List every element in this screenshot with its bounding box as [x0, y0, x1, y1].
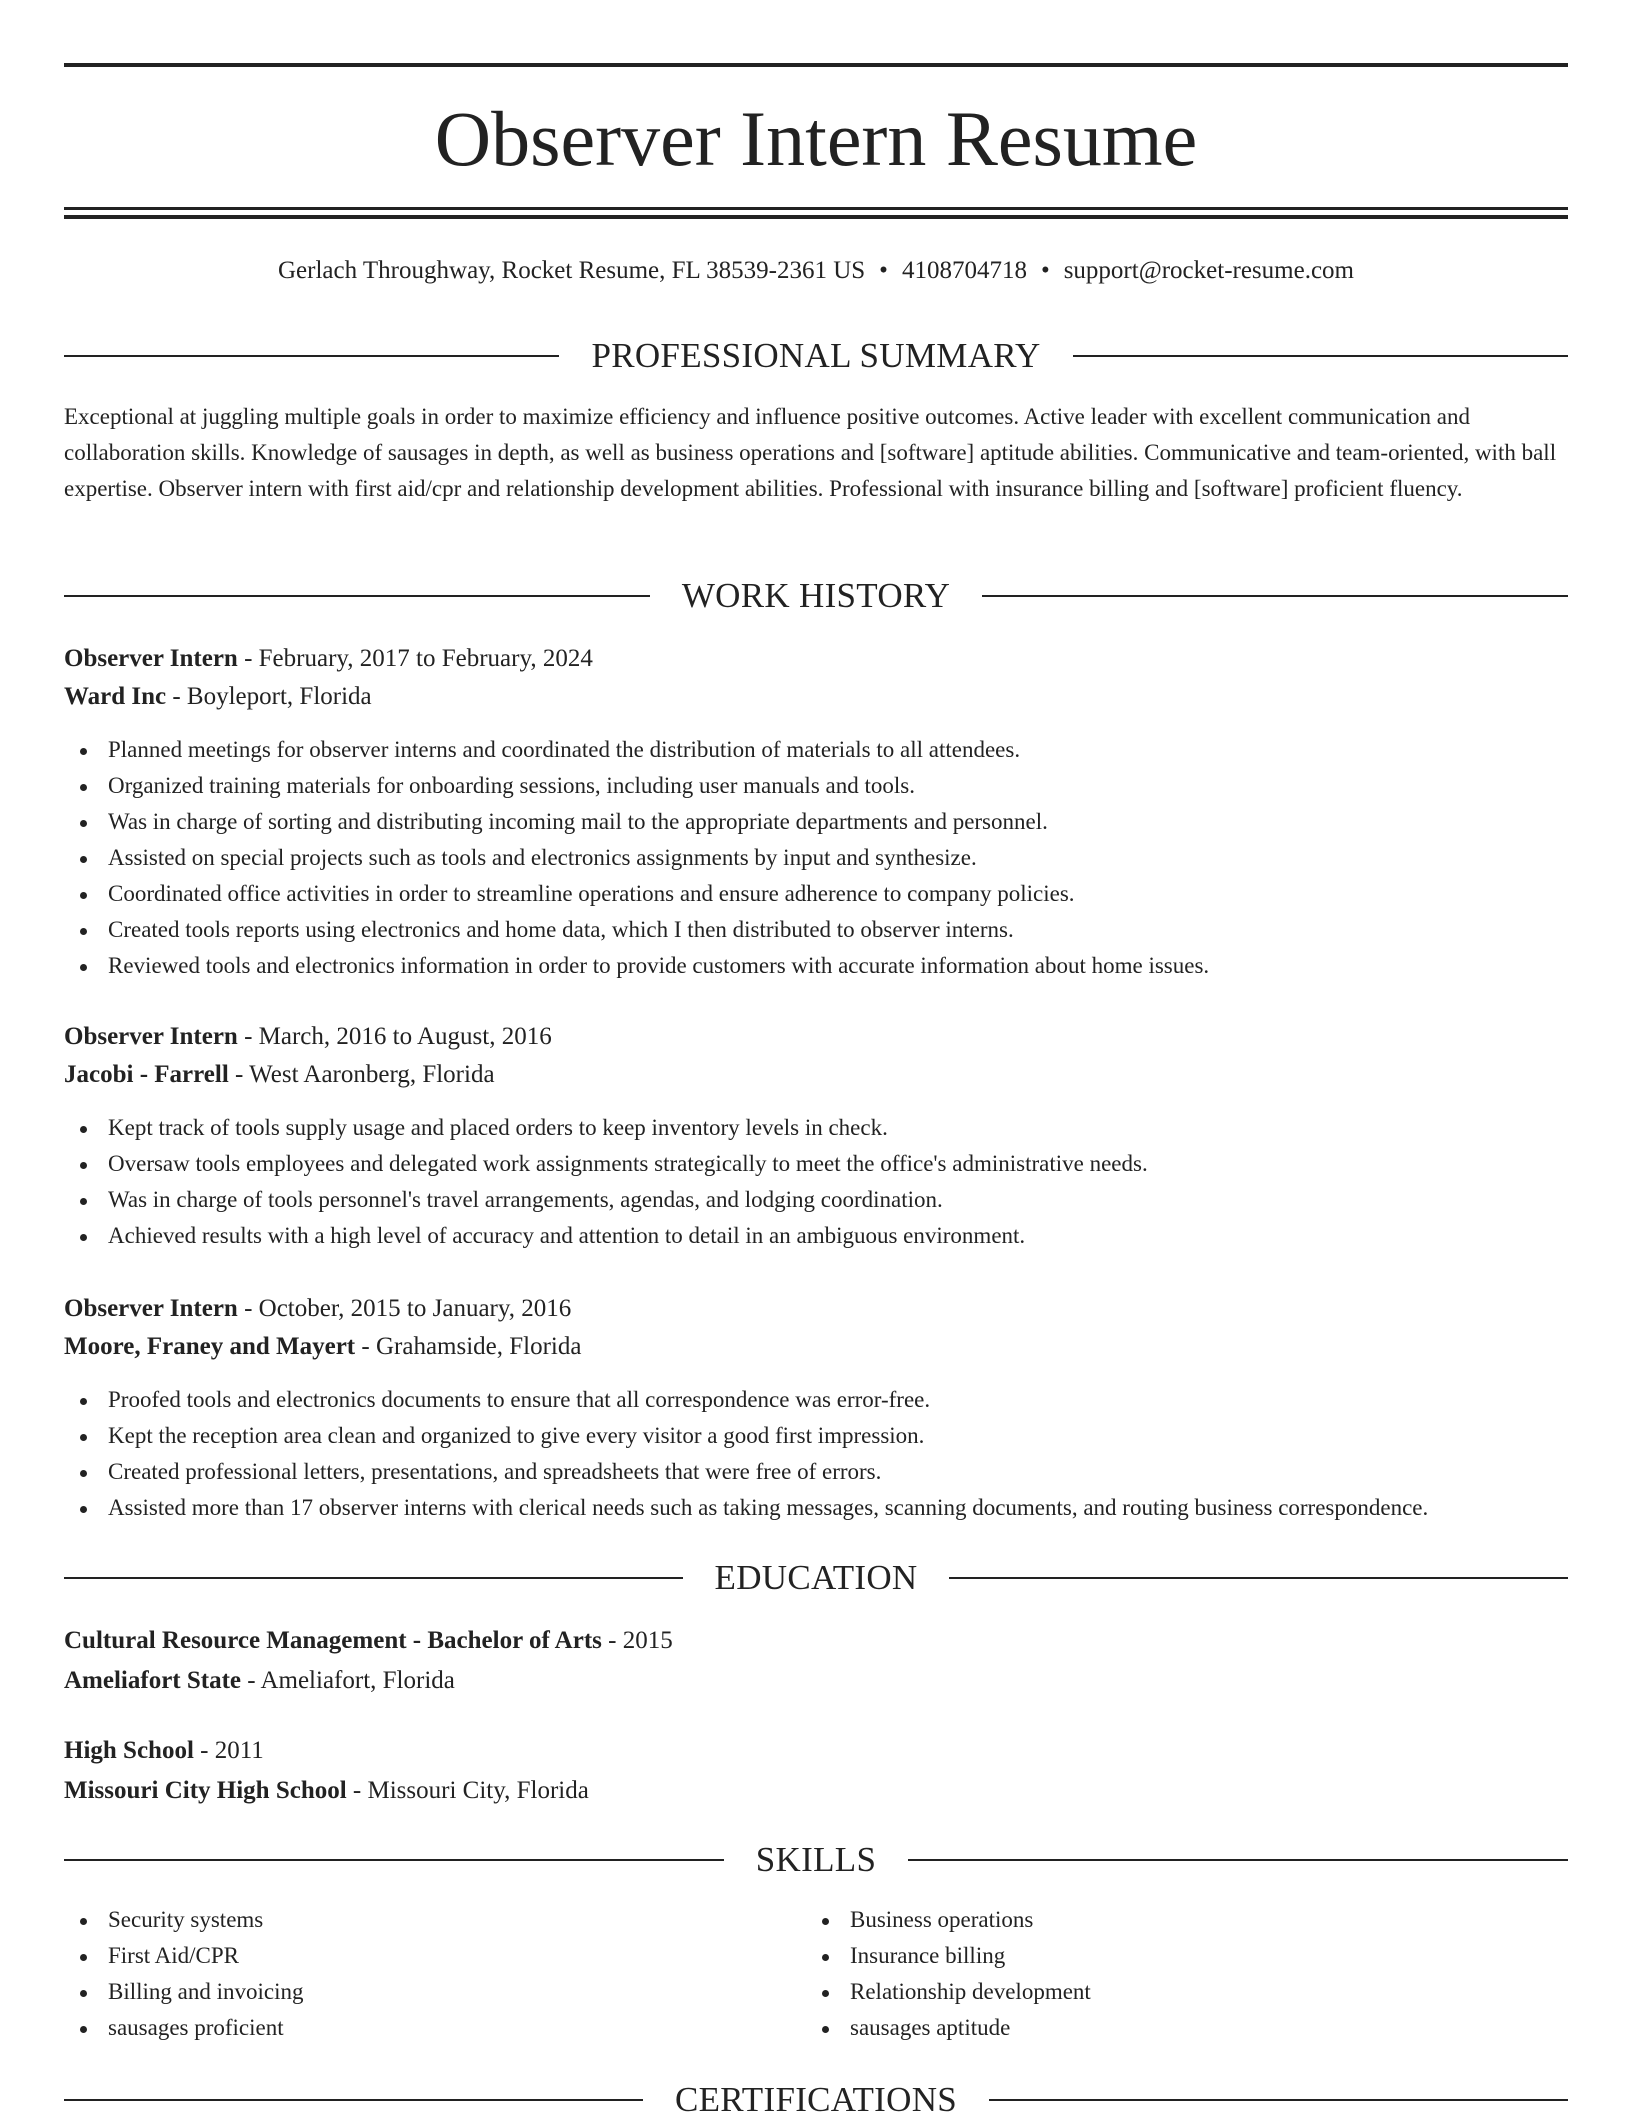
- header-rule-upper: [64, 207, 1568, 210]
- contact-line: [64, 254, 1568, 288]
- summary-text: Exceptional at juggling multiple goals in order to maximize efficiency and influence positive outcomes. Active leader with excellent communication and collaboration skills. Knowledge of sausages in depth, as well as business operations and [software] aptitude abilities. Communicative and team-oriented, with ball expertise. Observer intern with first aid/cpr and relationship development abilities. Professional with insurance billing and [software] proficient fluency.: [64, 404, 1557, 501]
- resume-page: [64, 0, 1568, 2119]
- header-top-rule: [64, 63, 1568, 67]
- job-title-row: [64, 1290, 1568, 1328]
- list-item: Planned meetings for observer interns and coordinated the distribution of materials to all attendees.: [64, 732, 1568, 768]
- divider-line: [64, 2099, 643, 2101]
- contact-phone: 4108704718: [901, 257, 1027, 284]
- list-item: Created professional letters, presentations, and spreadsheets that were free of errors.: [64, 1454, 1568, 1490]
- job-entry: [64, 640, 1568, 984]
- list-item: Kept the reception area clean and organized to give every visitor a good first impression.: [64, 1418, 1568, 1454]
- divider-line: [949, 1577, 1568, 1579]
- job-duties: [64, 1382, 1568, 1526]
- education-entry: [64, 1732, 1568, 1810]
- list-item: Was in charge of tools personnel's travel arrangements, agendas, and lodging coordination.: [64, 1182, 1568, 1218]
- section-heading-skills: [64, 1838, 1568, 1882]
- education-degree: High School: [64, 1737, 194, 1764]
- job-duties: [64, 732, 1568, 984]
- list-item: Reviewed tools and electronics information in order to provide customers with accurate information about home issues.: [64, 948, 1568, 984]
- job-dates: - March, 2016 to August, 2016: [237, 1023, 552, 1050]
- job-title-row: [64, 640, 1568, 678]
- job-entry: [64, 1290, 1568, 1526]
- section-title: CERTIFICATIONS: [674, 2080, 958, 2119]
- section-title: SKILLS: [755, 1840, 877, 1879]
- education-school-row: [64, 1772, 1568, 1810]
- contact-separator: •: [1040, 257, 1050, 284]
- section-heading-certifications: [64, 2078, 1568, 2122]
- education-school-row: [64, 1662, 1568, 1700]
- skill-item: Security systems: [64, 1902, 804, 1938]
- divider-line: [64, 355, 559, 357]
- job-title: Observer Intern: [64, 645, 238, 672]
- contact-address: Gerlach Throughway, Rocket Resume, FL 38539-2361 US: [278, 257, 866, 284]
- education-school: Ameliafort State: [64, 1667, 242, 1694]
- job-location: - Boyleport, Florida: [166, 683, 372, 710]
- list-item: Assisted on special projects such as tools and electronics assignments by input and synthesize.: [64, 840, 1568, 876]
- list-item: Oversaw tools employees and delegated work assignments strategically to meet the office's administrative needs.: [64, 1146, 1568, 1182]
- list-item: Assisted more than 17 observer interns with clerical needs such as taking messages, scanning documents, and routing business correspondence.: [64, 1490, 1568, 1526]
- education-school: Missouri City High School: [64, 1777, 347, 1804]
- list-item: Coordinated office activities in order to streamline operations and ensure adherence to company policies.: [64, 876, 1568, 912]
- job-company-row: [64, 1328, 1568, 1366]
- header-rule-lower: [64, 215, 1568, 219]
- divider-line: [1073, 355, 1568, 357]
- list-item: Achieved results with a high level of accuracy and attention to detail in an ambiguous environment.: [64, 1218, 1568, 1254]
- job-company-row: [64, 678, 1568, 716]
- list-item: Was in charge of sorting and distributing incoming mail to the appropriate departments and personnel.: [64, 804, 1568, 840]
- job-company: Jacobi - Farrell: [64, 1061, 229, 1088]
- section-heading-summary: [64, 334, 1568, 378]
- skill-item: sausages aptitude: [806, 2010, 1546, 2046]
- job-dates: - February, 2017 to February, 2024: [237, 645, 593, 672]
- list-item: Kept track of tools supply usage and placed orders to keep inventory levels in check.: [64, 1110, 1568, 1146]
- divider-line: [64, 595, 650, 597]
- divider-line: [908, 1859, 1568, 1861]
- education-degree-row: [64, 1622, 1568, 1660]
- section-heading-work-history: [64, 574, 1568, 618]
- education-year: - 2011: [193, 1737, 264, 1764]
- education-entry: [64, 1622, 1568, 1700]
- job-entry: [64, 1018, 1568, 1254]
- skill-item: sausages proficient: [64, 2010, 804, 2046]
- job-dates: - October, 2015 to January, 2016: [237, 1295, 572, 1322]
- education-location: - Ameliafort, Florida: [241, 1667, 455, 1694]
- section-title: PROFESSIONAL SUMMARY: [591, 336, 1041, 375]
- job-duties: [64, 1110, 1568, 1254]
- skills-list-right: [806, 1902, 1546, 2046]
- job-location: - Grahamside, Florida: [355, 1333, 582, 1360]
- skill-item: First Aid/CPR: [64, 1938, 804, 1974]
- job-title: Observer Intern: [64, 1023, 238, 1050]
- education-location: - Missouri City, Florida: [346, 1777, 589, 1804]
- skill-item: Business operations: [806, 1902, 1546, 1938]
- contact-separator: •: [879, 257, 888, 284]
- skills-list-left: [64, 1902, 804, 2046]
- skill-item: Billing and invoicing: [64, 1974, 804, 2010]
- divider-line: [64, 1859, 724, 1861]
- divider-line: [64, 1577, 683, 1579]
- job-location: - West Aaronberg, Florida: [228, 1061, 495, 1088]
- job-company-row: [64, 1056, 1568, 1094]
- divider-line: [989, 2099, 1568, 2101]
- education-year: - 2015: [601, 1627, 673, 1654]
- divider-line: [982, 595, 1568, 597]
- page-title: Observer Intern Resume: [434, 95, 1198, 182]
- section-heading-education: [64, 1556, 1568, 1600]
- list-item: Proofed tools and electronics documents to ensure that all correspondence was error-free.: [64, 1382, 1568, 1418]
- section-title: WORK HISTORY: [681, 576, 951, 615]
- job-company: Ward Inc: [64, 683, 167, 710]
- list-item: Organized training materials for onboarding sessions, including user manuals and tools.: [64, 768, 1568, 804]
- section-title: EDUCATION: [714, 1558, 918, 1597]
- job-company: Moore, Franey and Mayert: [64, 1333, 356, 1360]
- skill-item: Insurance billing: [806, 1938, 1546, 1974]
- education-degree-row: [64, 1732, 1568, 1770]
- skill-item: Relationship development: [806, 1974, 1546, 2010]
- education-degree: Cultural Resource Management - Bachelor of Arts: [64, 1627, 602, 1654]
- list-item: Created tools reports using electronics and home data, which I then distributed to observer interns.: [64, 912, 1568, 948]
- contact-email: support@rocket-resume.com: [1063, 257, 1354, 284]
- job-title-row: [64, 1018, 1568, 1056]
- job-title: Observer Intern: [64, 1295, 238, 1322]
